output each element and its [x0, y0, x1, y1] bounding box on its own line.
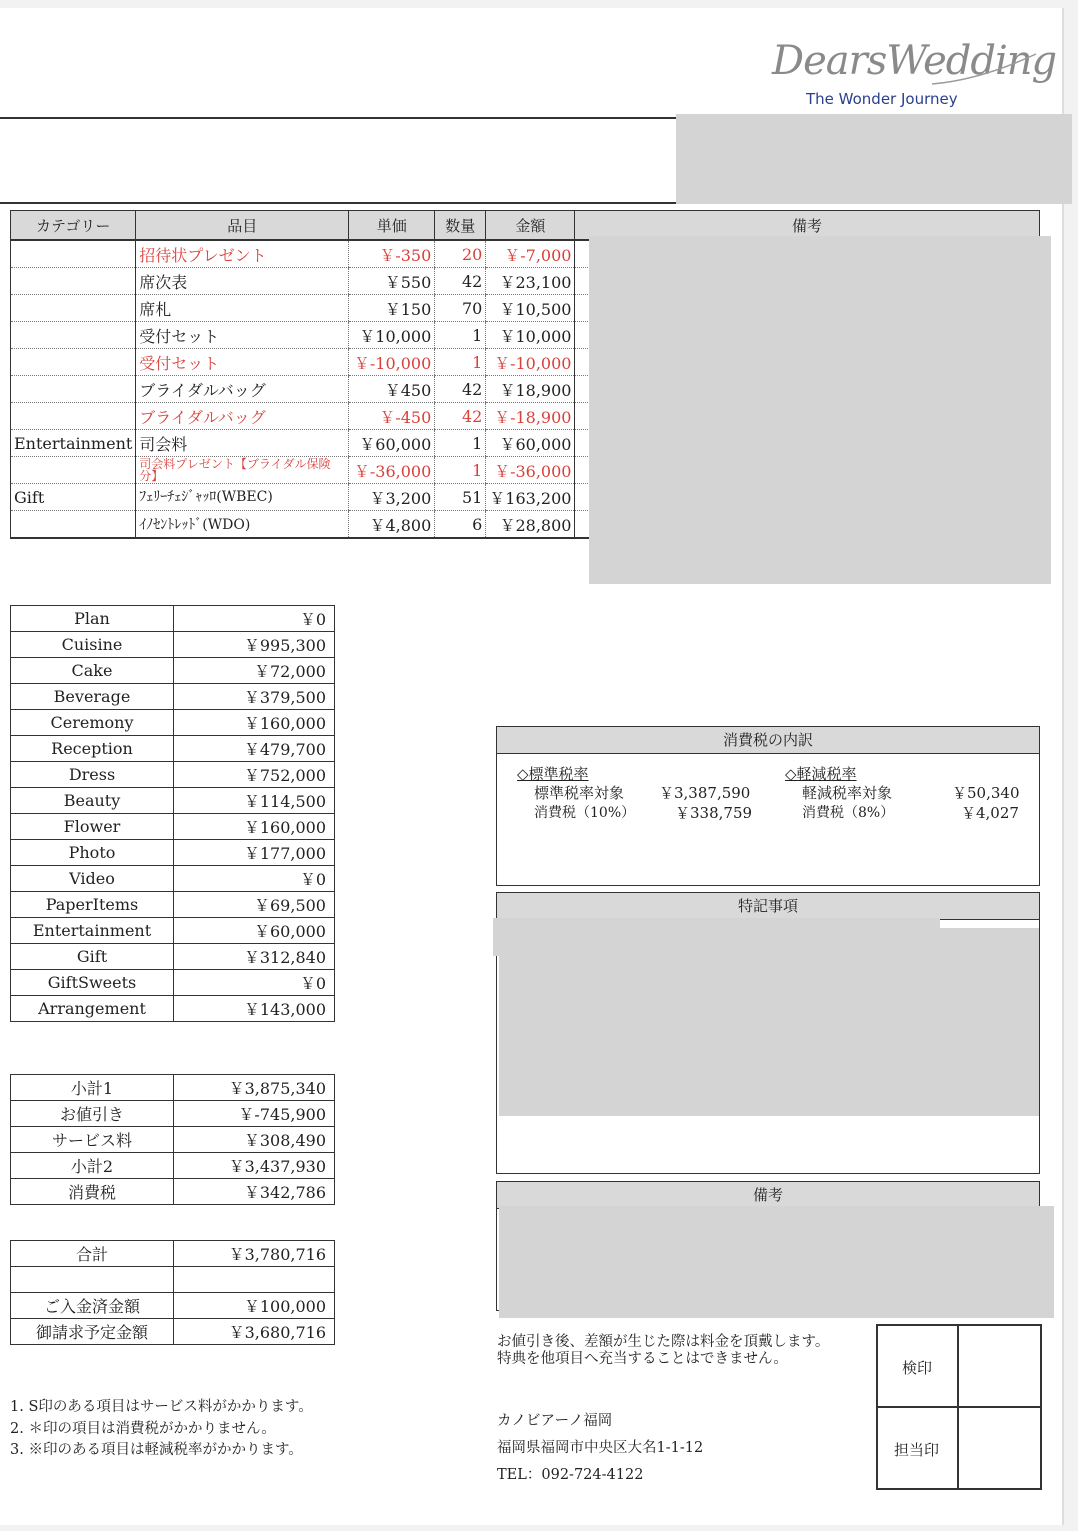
standard-target-value: ￥3,387,590 — [659, 784, 751, 802]
cell-category — [11, 403, 136, 430]
category-row-value: ￥114,500 — [174, 788, 335, 814]
category-row — [11, 970, 335, 996]
category-row — [11, 866, 335, 892]
cell-item: 司会料プレゼント【ブライダル保険分】 — [136, 457, 349, 484]
cell-unit-price: ￥550 — [349, 268, 435, 295]
col-item: 品目 — [136, 211, 349, 241]
subtotal-row-label: サービス料 — [11, 1127, 174, 1153]
category-row-value: ￥160,000 — [174, 710, 335, 736]
category-row-label: Photo — [11, 840, 174, 866]
cell-item: 司会料 — [136, 430, 349, 457]
cell-unit-price: ￥3,200 — [349, 484, 435, 511]
category-row-label: Cuisine — [11, 632, 174, 658]
cell-item: 受付セット — [136, 322, 349, 349]
footnotes — [10, 1397, 313, 1462]
subtotal-row — [11, 1179, 335, 1205]
reduced-target-label: 軽減税率対象 — [802, 784, 893, 802]
cell-category — [11, 240, 136, 268]
cell-amount: ￥18,900 — [486, 376, 575, 403]
total-row — [11, 1241, 335, 1267]
subtotal-row-value: ￥308,490 — [174, 1127, 335, 1153]
cell-item: 招待状プレゼント — [136, 240, 349, 268]
category-row-label: Flower — [11, 814, 174, 840]
category-row-label: Gift — [11, 944, 174, 970]
grand-totals-table — [10, 1240, 335, 1345]
category-row — [11, 814, 335, 840]
cell-unit-price: ￥4,800 — [349, 511, 435, 539]
cell-category — [11, 295, 136, 322]
cell-unit-price: ￥10,000 — [349, 322, 435, 349]
cell-item: ﾌｪﾘｰﾁｪｼﾞｬｯﾛ(WBEC) — [136, 484, 349, 511]
category-row-value: ￥177,000 — [174, 840, 335, 866]
cell-category — [11, 511, 136, 539]
reduced-target-value: ￥50,340 — [952, 784, 1020, 802]
subtotal-row-label: 小計2 — [11, 1153, 174, 1179]
category-row-label: Entertainment — [11, 918, 174, 944]
cell-unit-price: ￥60,000 — [349, 430, 435, 457]
col-amount: 金額 — [486, 211, 575, 241]
company-address: 福岡県福岡市中央区大名1-1-12 — [497, 1440, 704, 1456]
cell-item: ブライダルバッグ — [136, 403, 349, 430]
standard-tax-label: 消費税（10%） — [534, 805, 636, 821]
stamp-box — [876, 1324, 1042, 1490]
cell-qty: 42 — [435, 268, 486, 295]
category-row-value: ￥0 — [174, 970, 335, 996]
cell-unit-price: ￥450 — [349, 376, 435, 403]
redacted-header — [676, 114, 1072, 204]
cell-unit-price: ￥-10,000 — [349, 349, 435, 376]
reduced-tax-label: 消費税（8%） — [802, 805, 895, 821]
total-row — [11, 1267, 335, 1293]
message-line-1: お値引き後、差額が生じた際は料金を頂戴します。 — [497, 1334, 830, 1350]
category-row-value: ￥479,700 — [174, 736, 335, 762]
category-row-label: PaperItems — [11, 892, 174, 918]
category-row-value: ￥995,300 — [174, 632, 335, 658]
subtotal-row-label: お値引き — [11, 1101, 174, 1127]
total-row-value: ￥100,000 — [174, 1293, 335, 1319]
total-row-label: ご入金済金額 — [11, 1293, 174, 1319]
category-row-value: ￥60,000 — [174, 918, 335, 944]
tax-breakdown-title: 消費税の内訳 — [497, 727, 1039, 754]
category-row — [11, 762, 335, 788]
total-row-value — [174, 1267, 335, 1293]
cell-category — [11, 322, 136, 349]
category-row-value: ￥0 — [174, 606, 335, 632]
category-row-value: ￥379,500 — [174, 684, 335, 710]
cell-qty: 70 — [435, 295, 486, 322]
subtotal-row — [11, 1101, 335, 1127]
cell-item: 席札 — [136, 295, 349, 322]
subtotal-row-value: ￥342,786 — [174, 1179, 335, 1205]
cell-category: Gift — [11, 484, 136, 511]
category-row-value: ￥0 — [174, 866, 335, 892]
cell-qty: 6 — [435, 511, 486, 539]
category-row-label: Arrangement — [11, 996, 174, 1022]
category-row-label: Reception — [11, 736, 174, 762]
cell-unit-price: ￥-350 — [349, 240, 435, 268]
footnote-3: 3. ※印のある項目は軽減税率がかかります。 — [10, 1442, 303, 1458]
category-row-label: Dress — [11, 762, 174, 788]
message-line-2: 特典を他項目へ充当することはできません。 — [497, 1351, 788, 1367]
remarks-title: 備考 — [497, 1182, 1039, 1209]
redacted-remarks-box — [499, 1206, 1054, 1318]
header-rule-top — [0, 117, 676, 119]
cell-item: ブライダルバッグ — [136, 376, 349, 403]
cell-unit-price: ￥-450 — [349, 403, 435, 430]
total-row-label: 合計 — [11, 1241, 174, 1267]
cell-category — [11, 376, 136, 403]
subtotals-table — [10, 1074, 335, 1205]
category-row-label: Ceremony — [11, 710, 174, 736]
cell-item: ｲﾉｾﾝﾄﾚｯﾄﾞ(WDO) — [136, 511, 349, 539]
cell-qty: 51 — [435, 484, 486, 511]
inspection-stamp-label: 検印 — [902, 1359, 933, 1377]
category-row — [11, 996, 335, 1022]
header-rule-bottom — [0, 202, 676, 204]
category-row-label: Beauty — [11, 788, 174, 814]
cell-amount: ￥-7,000 — [486, 240, 575, 268]
company-info — [497, 1408, 703, 1489]
discount-message — [497, 1334, 829, 1368]
cell-amount: ￥23,100 — [486, 268, 575, 295]
cell-amount: ￥-36,000 — [486, 457, 575, 484]
category-row-value: ￥160,000 — [174, 814, 335, 840]
cell-category — [11, 349, 136, 376]
category-row — [11, 658, 335, 684]
cell-unit-price: ￥-36,000 — [349, 457, 435, 484]
category-row — [11, 892, 335, 918]
category-row-label: GiftSweets — [11, 970, 174, 996]
cell-qty: 20 — [435, 240, 486, 268]
standard-target-label: 標準税率対象 — [534, 784, 625, 802]
cell-item: 受付セット — [136, 349, 349, 376]
total-row-label: 御請求予定金額 — [11, 1319, 174, 1345]
category-row-label: Video — [11, 866, 174, 892]
company-tel: TEL：092-724-4122 — [497, 1467, 644, 1483]
redacted-remarks — [589, 236, 1051, 584]
cell-qty: 1 — [435, 430, 486, 457]
cell-qty: 42 — [435, 376, 486, 403]
cell-category — [11, 268, 136, 295]
staff-stamp-label: 担当印 — [894, 1441, 940, 1459]
special-notes-title: 特記事項 — [497, 893, 1039, 920]
reduced-tax-value: ￥4,027 — [961, 804, 1019, 822]
subtotal-row — [11, 1153, 335, 1179]
category-row-value: ￥69,500 — [174, 892, 335, 918]
cell-amount: ￥10,000 — [486, 322, 575, 349]
category-row — [11, 736, 335, 762]
footnote-1: 1. S印のある項目はサービス料がかかります。 — [10, 1399, 313, 1415]
footnote-2: 2. ＊印の項目は消費税がかかりません。 — [10, 1420, 276, 1437]
category-row — [11, 840, 335, 866]
cell-amount: ￥28,800 — [486, 511, 575, 539]
cell-qty: 1 — [435, 322, 486, 349]
category-row — [11, 710, 335, 736]
subtotal-row-label: 消費税 — [11, 1179, 174, 1205]
category-row — [11, 918, 335, 944]
subtotal-row — [11, 1075, 335, 1101]
col-qty: 数量 — [435, 211, 486, 241]
category-row-value: ￥752,000 — [174, 762, 335, 788]
subtotal-row-value: ￥3,437,930 — [174, 1153, 335, 1179]
standard-tax-value: ￥338,759 — [675, 804, 753, 822]
category-row — [11, 788, 335, 814]
standard-rate-heading: ◇標準税率 — [517, 765, 589, 783]
cell-category: Entertainment — [11, 430, 136, 457]
category-row — [11, 606, 335, 632]
total-row-label — [11, 1267, 174, 1293]
cell-item: 席次表 — [136, 268, 349, 295]
category-row — [11, 944, 335, 970]
cell-amount: ￥10,500 — [486, 295, 575, 322]
logo-swoosh-icon — [930, 50, 1040, 90]
subtotal-row-label: 小計1 — [11, 1075, 174, 1101]
tax-breakdown-box — [496, 726, 1040, 886]
cell-amount: ￥-18,900 — [486, 403, 575, 430]
subtotal-row — [11, 1127, 335, 1153]
cell-amount: ￥-10,000 — [486, 349, 575, 376]
category-row-value: ￥312,840 — [174, 944, 335, 970]
category-row-label: Cake — [11, 658, 174, 684]
subtotal-row-value: ￥-745,900 — [174, 1101, 335, 1127]
col-unit-price: 単価 — [349, 211, 435, 241]
category-row — [11, 632, 335, 658]
brand-logo: DearsWedding — [772, 38, 1057, 84]
subtotal-row-value: ￥3,875,340 — [174, 1075, 335, 1101]
total-row-value: ￥3,680,716 — [174, 1319, 335, 1345]
cell-qty: 1 — [435, 457, 486, 484]
brand-tagline: The Wonder Journey — [806, 90, 958, 108]
category-totals-table — [10, 605, 335, 1022]
company-name: カノビアーノ福岡 — [497, 1413, 613, 1429]
stamp-horizontal-divider — [878, 1406, 1040, 1408]
cell-amount: ￥163,200 — [486, 484, 575, 511]
cell-category — [11, 457, 136, 484]
category-row — [11, 684, 335, 710]
total-row — [11, 1319, 335, 1345]
total-row — [11, 1293, 335, 1319]
cell-amount: ￥60,000 — [486, 430, 575, 457]
col-remarks: 備考 — [575, 211, 1039, 241]
category-row-label: Beverage — [11, 684, 174, 710]
cell-unit-price: ￥150 — [349, 295, 435, 322]
category-row-label: Plan — [11, 606, 174, 632]
category-row-value: ￥72,000 — [174, 658, 335, 684]
total-row-value: ￥3,780,716 — [174, 1241, 335, 1267]
category-row-value: ￥143,000 — [174, 996, 335, 1022]
cell-qty: 42 — [435, 403, 486, 430]
col-category: カテゴリー — [11, 211, 136, 241]
redacted-special-2 — [499, 928, 1039, 1116]
cell-qty: 1 — [435, 349, 486, 376]
reduced-rate-heading: ◇軽減税率 — [785, 765, 857, 783]
